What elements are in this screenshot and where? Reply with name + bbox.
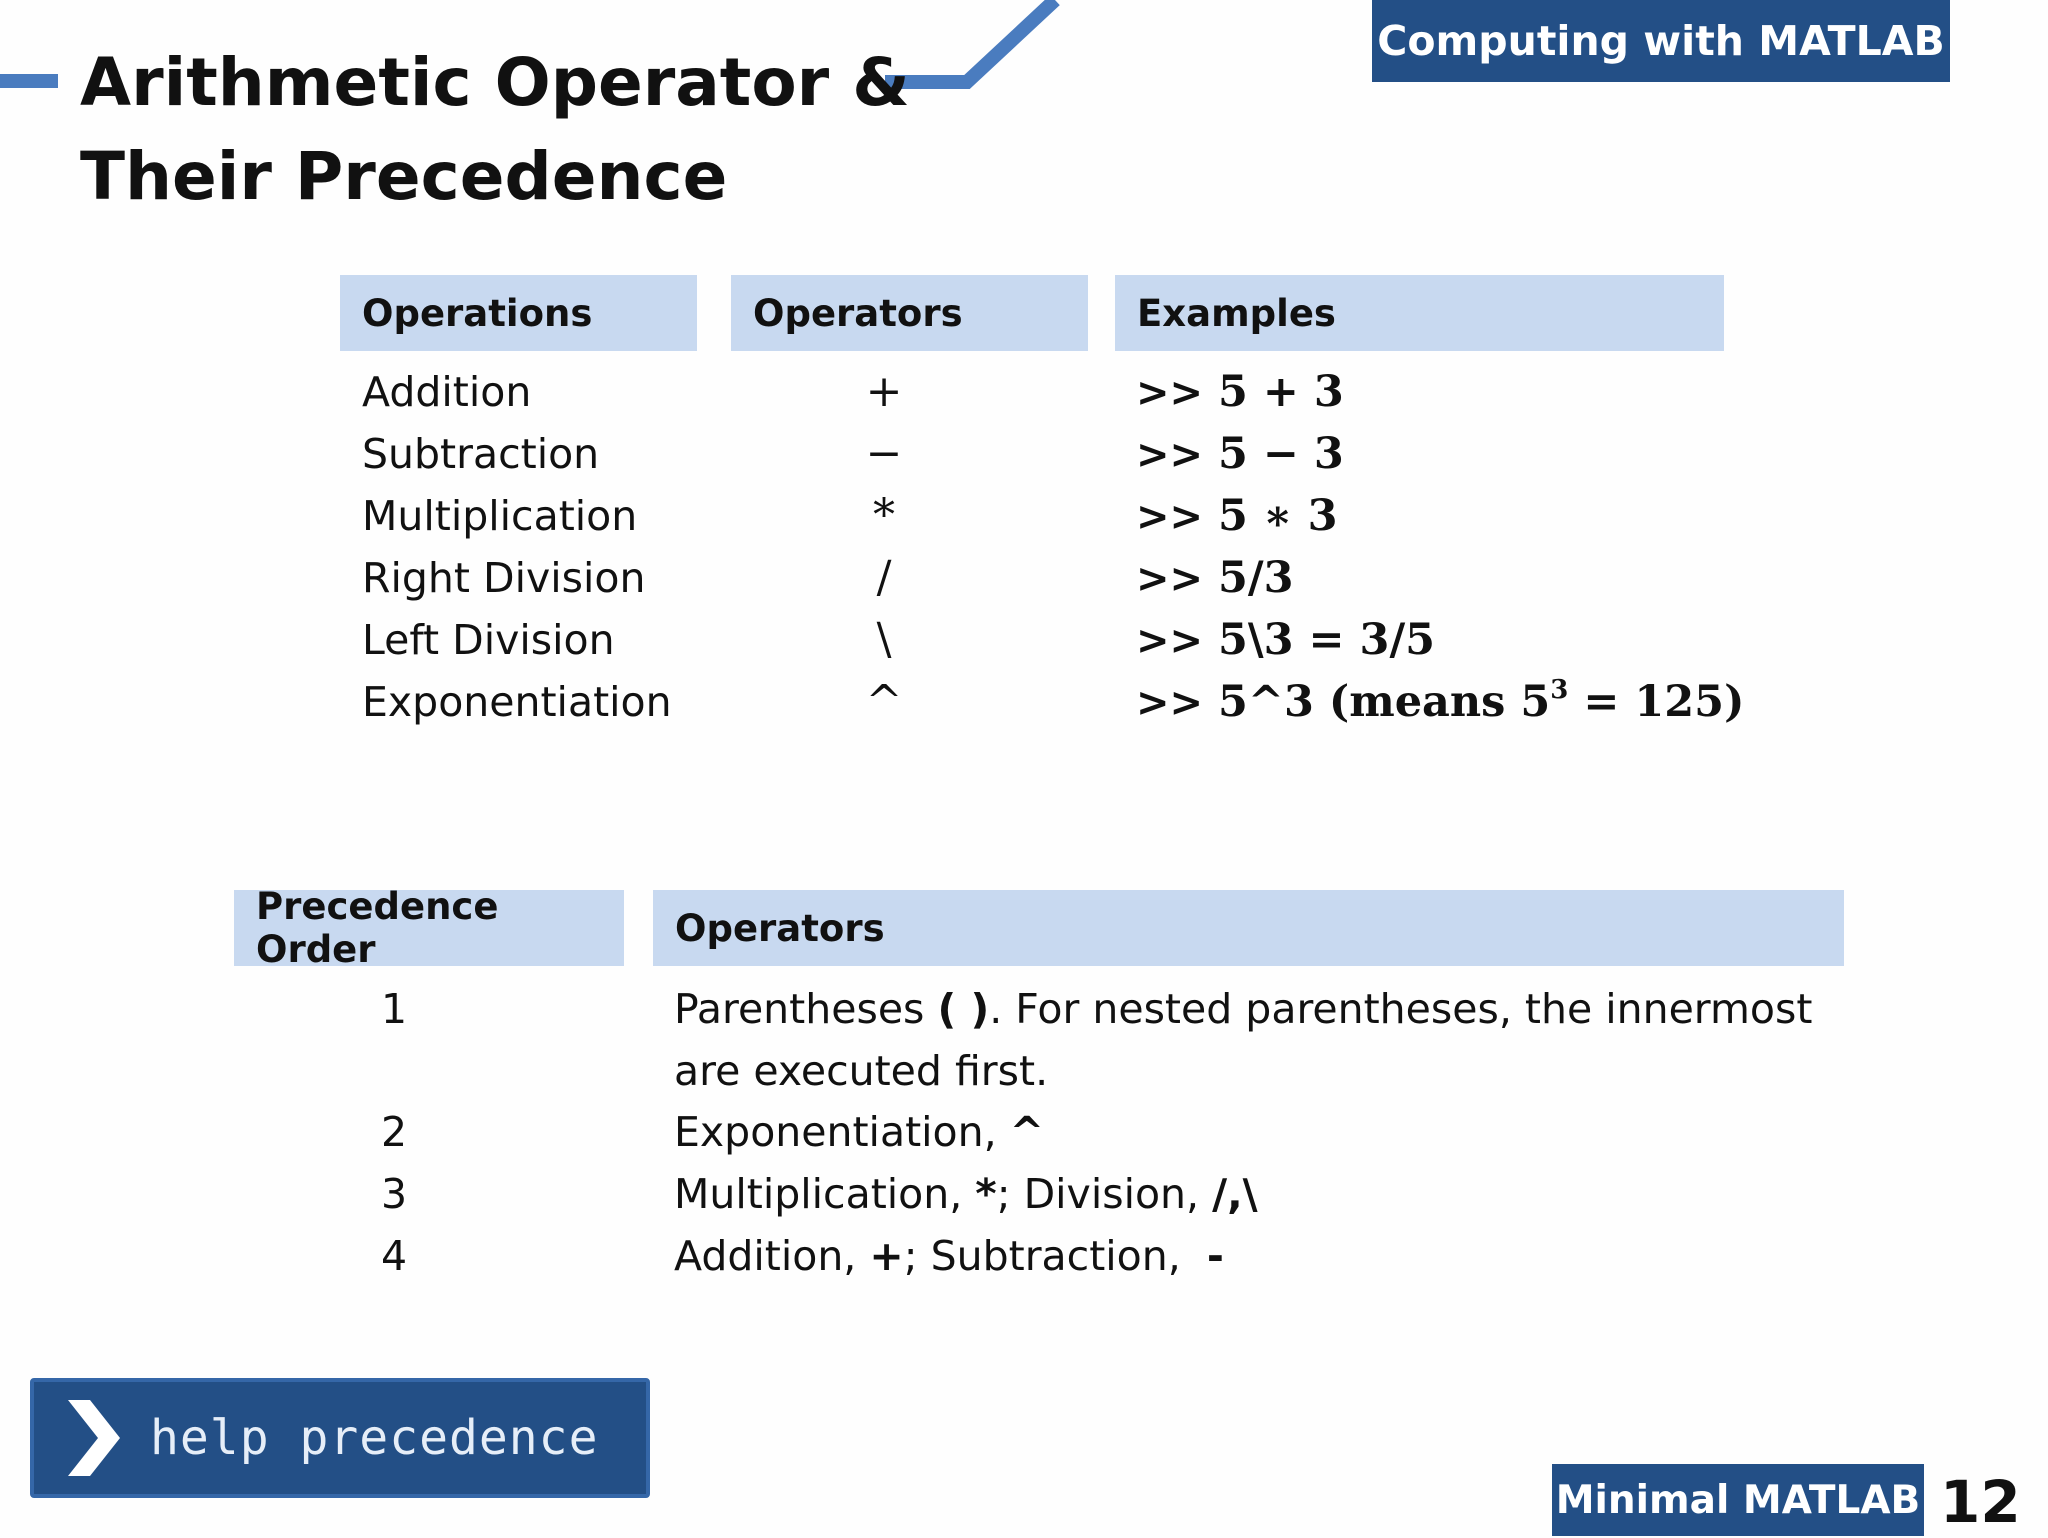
precedence-table-header-order: Precedence Order: [234, 890, 624, 966]
text: Multiplication,: [674, 1170, 976, 1218]
command-prompt: >>: [1136, 680, 1204, 726]
chevron-right-icon: [68, 1400, 120, 1476]
example-expression: 5 + 3: [1218, 367, 1344, 417]
accent-bar-left: [0, 74, 58, 88]
operator-example: [1136, 361, 1344, 424]
operator-symbol: /,\: [1212, 1170, 1258, 1218]
command-prompt: >>: [1136, 556, 1204, 602]
operator-example: [1136, 547, 1294, 610]
operator-example: [1136, 671, 1744, 734]
precedence-description: [674, 1101, 1044, 1163]
operator-symbol: −: [865, 428, 903, 479]
title-line-1: Arithmetic Operator &: [80, 44, 910, 121]
operation-name: Left Division: [362, 616, 615, 664]
brand-badge-bottom: Minimal MATLAB: [1552, 1464, 1924, 1536]
operator-symbol: ( ): [937, 985, 990, 1033]
operator-example: [1136, 423, 1344, 486]
text: Exponentiation,: [674, 1108, 1010, 1156]
operators-table-header-examples: Examples: [1115, 275, 1724, 351]
operation-name: Exponentiation: [362, 678, 672, 726]
precedence-description-continued: are executed first.: [674, 1047, 1049, 1095]
help-command-box: [30, 1378, 650, 1498]
example-expression-pre: 5^3 (means 5: [1218, 677, 1551, 727]
accent-slash-line: [885, 0, 1065, 100]
operation-name: Addition: [362, 368, 532, 416]
operator-symbol: ^: [1009, 1108, 1045, 1156]
text: . For nested parentheses, the innermost: [989, 985, 1813, 1033]
precedence-order-number: 4: [380, 1232, 408, 1280]
page-title: [80, 36, 910, 224]
example-expression: 5 ∗ 3: [1218, 491, 1338, 541]
command-prompt: >>: [1136, 370, 1204, 416]
operator-symbol: ^: [865, 676, 903, 727]
operators-table-header-operators: Operators: [731, 275, 1088, 351]
operators-table-header-operations: Operations: [340, 275, 697, 351]
precedence-table-header-operators: Operators: [653, 890, 1844, 966]
operation-name: Subtraction: [362, 430, 600, 478]
example-expression-post: = 125): [1568, 677, 1745, 727]
operator-symbol: -: [1206, 1232, 1224, 1280]
text: ; Division,: [996, 1170, 1213, 1218]
operator-symbol: /: [876, 552, 892, 603]
command-prompt: >>: [1136, 618, 1204, 664]
operator-example: [1136, 609, 1435, 672]
command-prompt: >>: [1136, 432, 1204, 478]
help-command-text: help precedence: [150, 1410, 599, 1466]
text: Parentheses: [674, 985, 938, 1033]
precedence-order-number: 1: [380, 985, 408, 1033]
operator-symbol: +: [865, 366, 903, 417]
operator-symbol: *: [873, 490, 895, 541]
text: ; Subtraction,: [903, 1232, 1207, 1280]
operator-symbol: \: [876, 614, 892, 665]
page-number: 12: [1940, 1468, 2021, 1536]
command-prompt: >>: [1136, 494, 1204, 540]
brand-badge-top: Computing with MATLAB: [1372, 0, 1950, 82]
example-expression: 5\3 = 3/5: [1218, 615, 1436, 665]
example-expression: 5/3: [1218, 553, 1294, 603]
operator-example: [1136, 485, 1338, 548]
precedence-order-number: 2: [380, 1108, 408, 1156]
example-exponent: 3: [1550, 675, 1569, 705]
operator-symbol: *: [975, 1170, 997, 1218]
precedence-description: [674, 1163, 1258, 1225]
precedence-description: [674, 1225, 1224, 1287]
precedence-order-number: 3: [380, 1170, 408, 1218]
operation-name: Multiplication: [362, 492, 638, 540]
text: Addition,: [674, 1232, 870, 1280]
title-line-2: Their Precedence: [80, 138, 728, 215]
operation-name: Right Division: [362, 554, 646, 602]
example-expression: 5 − 3: [1218, 429, 1344, 479]
precedence-description: [674, 978, 1812, 1040]
operator-symbol: +: [869, 1232, 904, 1280]
